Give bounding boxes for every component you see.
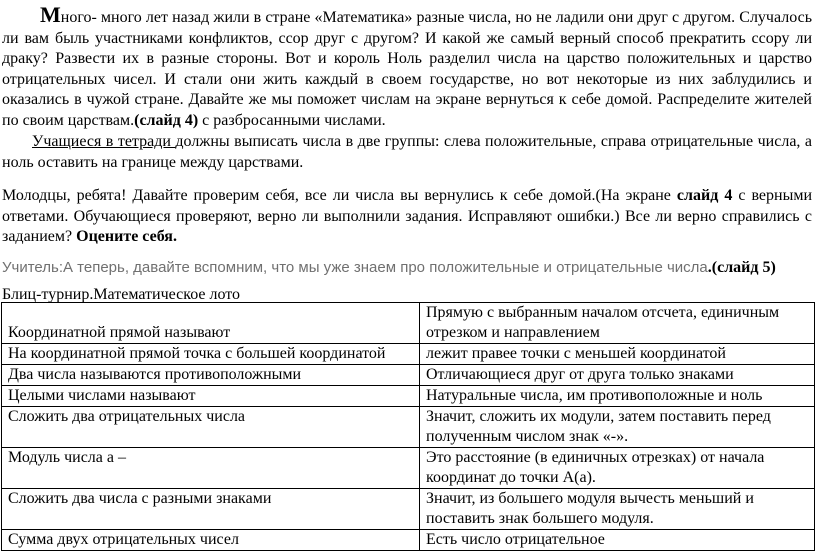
table-cell-left: Модуль числа а –: [2, 448, 420, 489]
table-row: [2, 344, 815, 365]
check-slide-ref: слайд 4: [676, 187, 733, 204]
intro-paragraph: [2, 2, 812, 131]
table-cell-right: Натуральные числа, им противоположные и ноль: [420, 386, 815, 407]
table-cell-left: Координатной прямой называют: [2, 303, 420, 344]
intro-slide-ref: (слайд 4): [134, 111, 199, 129]
table-row: [2, 489, 815, 530]
intro-dropcap: М: [40, 2, 61, 27]
table-row: [2, 407, 815, 448]
task-paragraph: [2, 132, 812, 173]
teacher-slide-ref: .(слайд 5): [707, 259, 776, 276]
blitz-title: Блиц-турнир.Математическое лото: [2, 286, 241, 303]
intro-tail: с разбросанными числами.: [198, 111, 386, 129]
table-row: [2, 303, 815, 344]
check-mid: с верными ответами. Обучающиеся проверяют, верно ли выполнили задания. Исправляют ошибки.) Все ли верно справились с заданием?: [2, 187, 813, 245]
teacher-paragraph: [2, 258, 812, 279]
check-bold: Оцените себя.: [76, 228, 177, 245]
check-text: Молодцы, ребята! Давайте проверим себя, все ли числа вы вернулись к себе домой.(На экране: [2, 187, 677, 204]
table-cell-right: Отличающиеся друг от друга только знаками: [420, 365, 815, 386]
table-cell-right: Есть число отрицательное: [420, 530, 815, 551]
table-cell-left: Сложить два отрицательных числа: [2, 407, 420, 448]
table-row: [2, 365, 815, 386]
table-cell-right: Прямую с выбранным началом отсчета, единичным отрезком и направлением: [420, 303, 815, 344]
check-paragraph: [2, 186, 812, 248]
teacher-text: Учитель:А теперь, давайте вспомним, что мы уже знаем про положительные и отрицательные числа: [2, 259, 708, 276]
table-cell-right: Значит, из большего модуля вычесть меньший и поставить знак большего модуля.: [420, 489, 815, 530]
table-cell-right: Значит, сложить их модули, затем поставить перед полученным числом знак «-».: [420, 407, 815, 448]
table-cell-right: лежит правее точки с меньшей координатой: [420, 344, 815, 365]
task-text: должны выписать числа в две группы: слева положительные, справа отрицательные числа, а ноль оставить на границе между царствами.: [2, 133, 812, 171]
intro-text: ного- много лет назад жили в стране «Математика» разные числа, но не ладили они друг с другом. Случалось ли вам быль участниками конфликтов, ссор друг с другом? И какой же самый верный способ прекратить ссору ли драку? Развести их в разные стороны. Вот и король Ноль разделил числа на царство положительных и царство отрицательных чисел. И стали они жить каждый в своем государстве, но вот некоторые из них заблудились и оказались в чужой стране. Давайте же мы поможет числам на экране вернуться к себе домой. Распределите жителей по своим царствам.: [2, 9, 812, 129]
table-cell-right: Это расстояние (в единичных отрезках) от начала координат до точки А(а).: [420, 448, 815, 489]
table-row: [2, 448, 815, 489]
task-underlined: Учащиеся в тетради: [32, 133, 176, 150]
lotto-table: [1, 302, 815, 551]
table-cell-left: Сумма двух отрицательных чисел: [2, 530, 420, 551]
table-cell-left: На координатной прямой точка с большей координатой: [2, 344, 420, 365]
table-cell-left: Целыми числами называют: [2, 386, 420, 407]
table-row: [2, 386, 815, 407]
table-row: [2, 530, 815, 551]
table-cell-left: Два числа называются противоположными: [2, 365, 420, 386]
table-cell-left: Сложить два числа с разными знаками: [2, 489, 420, 530]
